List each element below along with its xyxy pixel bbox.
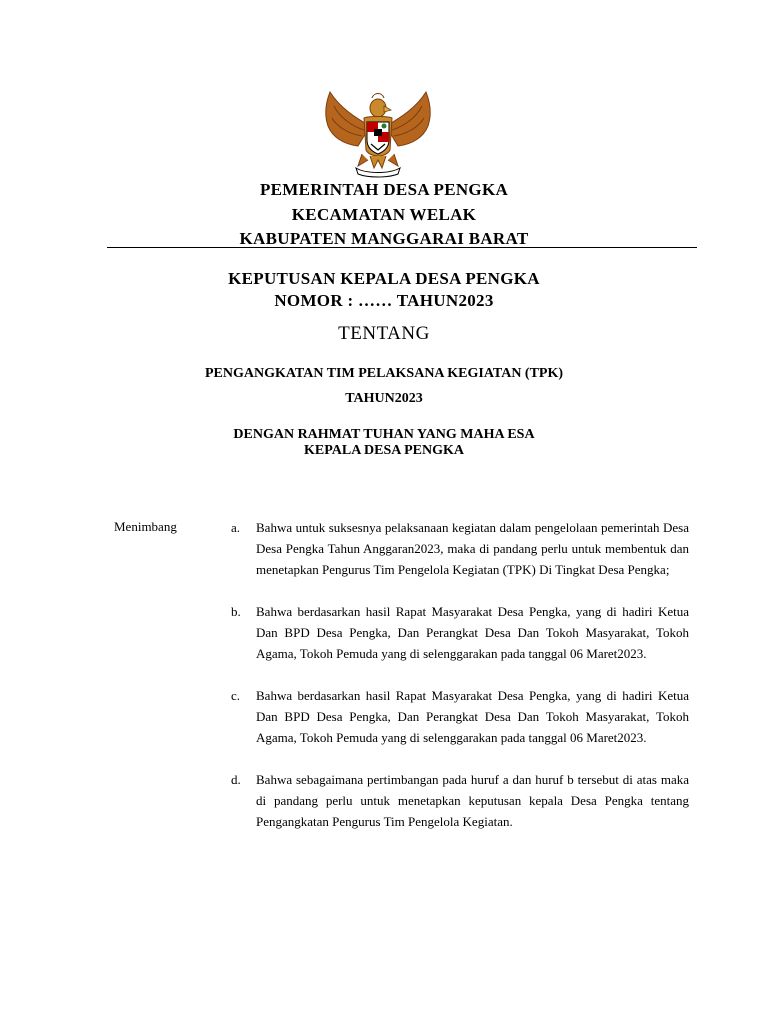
preamble-line-2: KEPALA DESA PENGKA [304, 443, 464, 458]
decree-title: KEPUTUSAN KEPALA DESA PENGKA [228, 269, 540, 288]
subject-line-1: PENGANGKATAN TIM PELAKSANA KEGIATAN (TPK) [204, 366, 564, 381]
menimbang-item-d [231, 770, 689, 832]
item-letter: b. [231, 604, 241, 619]
menimbang-label: Menimbang [114, 519, 177, 534]
menimbang-item-b [231, 602, 689, 664]
header-divider [107, 247, 697, 248]
item-letter: d. [231, 772, 241, 787]
regency-title: KABUPATEN MANGGARAI BARAT [239, 229, 529, 248]
menimbang-item-c [231, 686, 689, 748]
item-letter: a. [231, 520, 241, 535]
menimbang-item-a [231, 518, 689, 580]
item-text: Bahwa berdasarkan hasil Rapat Masyarakat Desa Pengka, yang di hadiri Ketua Dan BPD Desa Pengka, Dan Perangkat Desa Dan Tokoh Masyarakat, Tokoh Agama, Tokoh Pemuda yang di selenggarakan pada tanggal 06 Maret2023. [256, 604, 689, 661]
item-text: Bahwa untuk suksesnya pelaksanaan kegiatan dalam pengelolaan pemerintah Desa Desa Pengka Tahun Anggaran2023, maka di pandang perlu untuk membentuk dan menetapkan Pengurus Tim Pengelola Kegiatan (TPK) Di Tingkat Desa Pengka; [256, 520, 689, 577]
government-title: PEMERINTAH DESA PENGKA [259, 180, 509, 199]
item-text: Bahwa sebagaimana pertimbangan pada huruf a dan huruf b tersebut di atas maka di pandang perlu untuk menetapkan keputusan kepala Desa Pengka tentang Pengangkatan Pengurus Tim Pengelola Kegiatan. [256, 772, 689, 829]
preamble-line-1: DENGAN RAHMAT TUHAN YANG MAHA ESA [233, 427, 535, 442]
garuda-emblem-icon [318, 88, 438, 178]
item-text: Bahwa berdasarkan hasil Rapat Masyarakat Desa Pengka, yang di hadiri Ketua Dan BPD Desa Pengka, Dan Perangkat Desa Dan Tokoh Masyarakat, Tokoh Agama, Tokoh Pemuda yang di selenggarakan pada tanggal 06 Maret2023. [256, 688, 689, 745]
tentang-heading: TENTANG [338, 323, 430, 344]
subject-line-2: TAHUN2023 [345, 391, 423, 406]
district-title: KECAMATAN WELAK [291, 205, 477, 224]
item-letter: c. [231, 688, 241, 703]
decree-number: NOMOR : …… TAHUN2023 [274, 291, 494, 310]
